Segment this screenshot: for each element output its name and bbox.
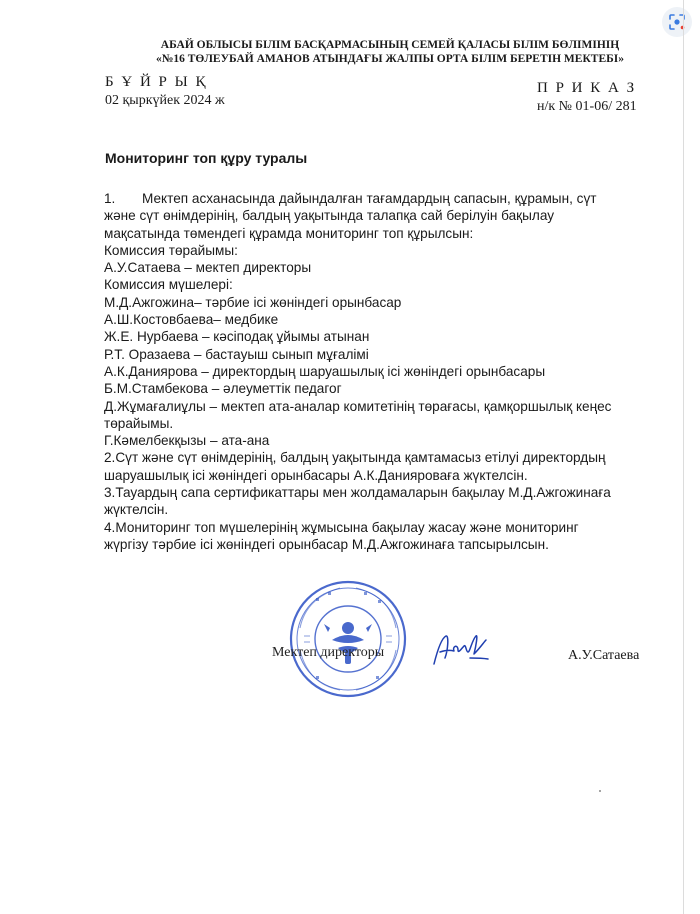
body-line: А.К.Даниярова – директордың шаруашылық ісі жөніндегі орынбасары — [104, 363, 546, 379]
image-search-button[interactable] — [662, 7, 692, 37]
body-line: шаруашылық ісі жөніндегі орынбасары А.К.Данияроваға жүктелсін. — [104, 467, 528, 483]
body-line: жүргізу тәрбие ісі жөніндегі орынбасар М.Д.Ажгожинаға тапсырылсын. — [104, 536, 549, 552]
body-line: жүктелсін. — [104, 502, 169, 518]
handwritten-signature — [430, 628, 492, 670]
body-line: Г.Кәмелбекқызы – ата-ана — [104, 433, 270, 449]
body-line: және сүт өнімдерінің, балдың уақытында талапқа сай берілуін бақылау — [104, 208, 555, 224]
body-line: төрайымы. — [104, 415, 174, 431]
body-line: 3.Тауардың сапа сертификаттары мен жолдамаларын бақылау М.Д.Ажгожинаға — [104, 485, 611, 501]
body-line: А.У.Сатаева – мектеп директоры — [104, 260, 312, 276]
body-line: Ж.Е. Нурбаева – кәсіподақ ұйымы атынан — [104, 329, 370, 345]
order-body — [104, 190, 664, 553]
body-line: мақсатында төмендегі құрамда мониторинг топ құрылсын: — [104, 225, 474, 241]
official-seal — [288, 578, 408, 700]
page-edge-line — [683, 0, 684, 914]
order-subject: Мониторинг топ құру туралы — [105, 150, 308, 166]
header-line-1: АБАЙ ОБЛЫСЫ БІЛІМ БАСҚАРМАСЫНЫҢ СЕМЕЙ ҚАЛАСЫ БІЛІМ БӨЛІМІНІҢ — [160, 39, 620, 51]
scan-speck — [599, 790, 601, 792]
body-line: 1. Мектеп асханасында дайындалған тағамдардың сапасын, құрамын, сүт — [104, 191, 597, 206]
signer-name: А.У.Сатаева — [568, 648, 640, 663]
school-header — [100, 38, 680, 66]
order-title-ru: П Р И К А З — [537, 80, 637, 96]
order-title-kz: Б Ұ Й Р Ы Қ — [105, 74, 208, 90]
body-line: Р.Т. Оразаева – бастауыш сынып мұғалімі — [104, 346, 369, 362]
body-line: Д.Жұмағалиұлы – мектеп ата-аналар комитетінің төрағасы, қамқоршылық кеңес — [104, 398, 612, 414]
body-line: Б.М.Стамбекова – әлеуметтік педагог — [104, 381, 342, 397]
header-line-2: «№16 ТӨЛЕУБАЙ АМАНОВ АТЫНДАҒЫ ЖАЛПЫ ОРТА БІЛІМ БЕРЕТІН МЕКТЕБІ» — [156, 53, 624, 65]
signer-role: Мектеп директоры — [272, 645, 385, 660]
body-line: Комиссия мүшелері: — [104, 277, 233, 293]
item-number: 1. — [104, 191, 116, 206]
body-line: А.Ш.Костовбаева– медбике — [104, 312, 279, 328]
order-date: 02 қыркүйек 2024 ж — [105, 93, 225, 108]
body-line: Комиссия төрайымы: — [104, 242, 238, 258]
body-line: М.Д.Ажгожина– тәрбие ісі жөніндегі орынбасар — [104, 294, 402, 310]
body-line: 4.Мониторинг топ мүшелерінің жұмысына бақылау жасау және мониторинг — [104, 519, 579, 535]
body-line: 2.Сүт және сүт өнімдерінің, балдың уақытында қамтамасыз етілуі директордың — [104, 450, 606, 466]
order-number: н/к № 01-06/ 281 — [537, 99, 637, 114]
